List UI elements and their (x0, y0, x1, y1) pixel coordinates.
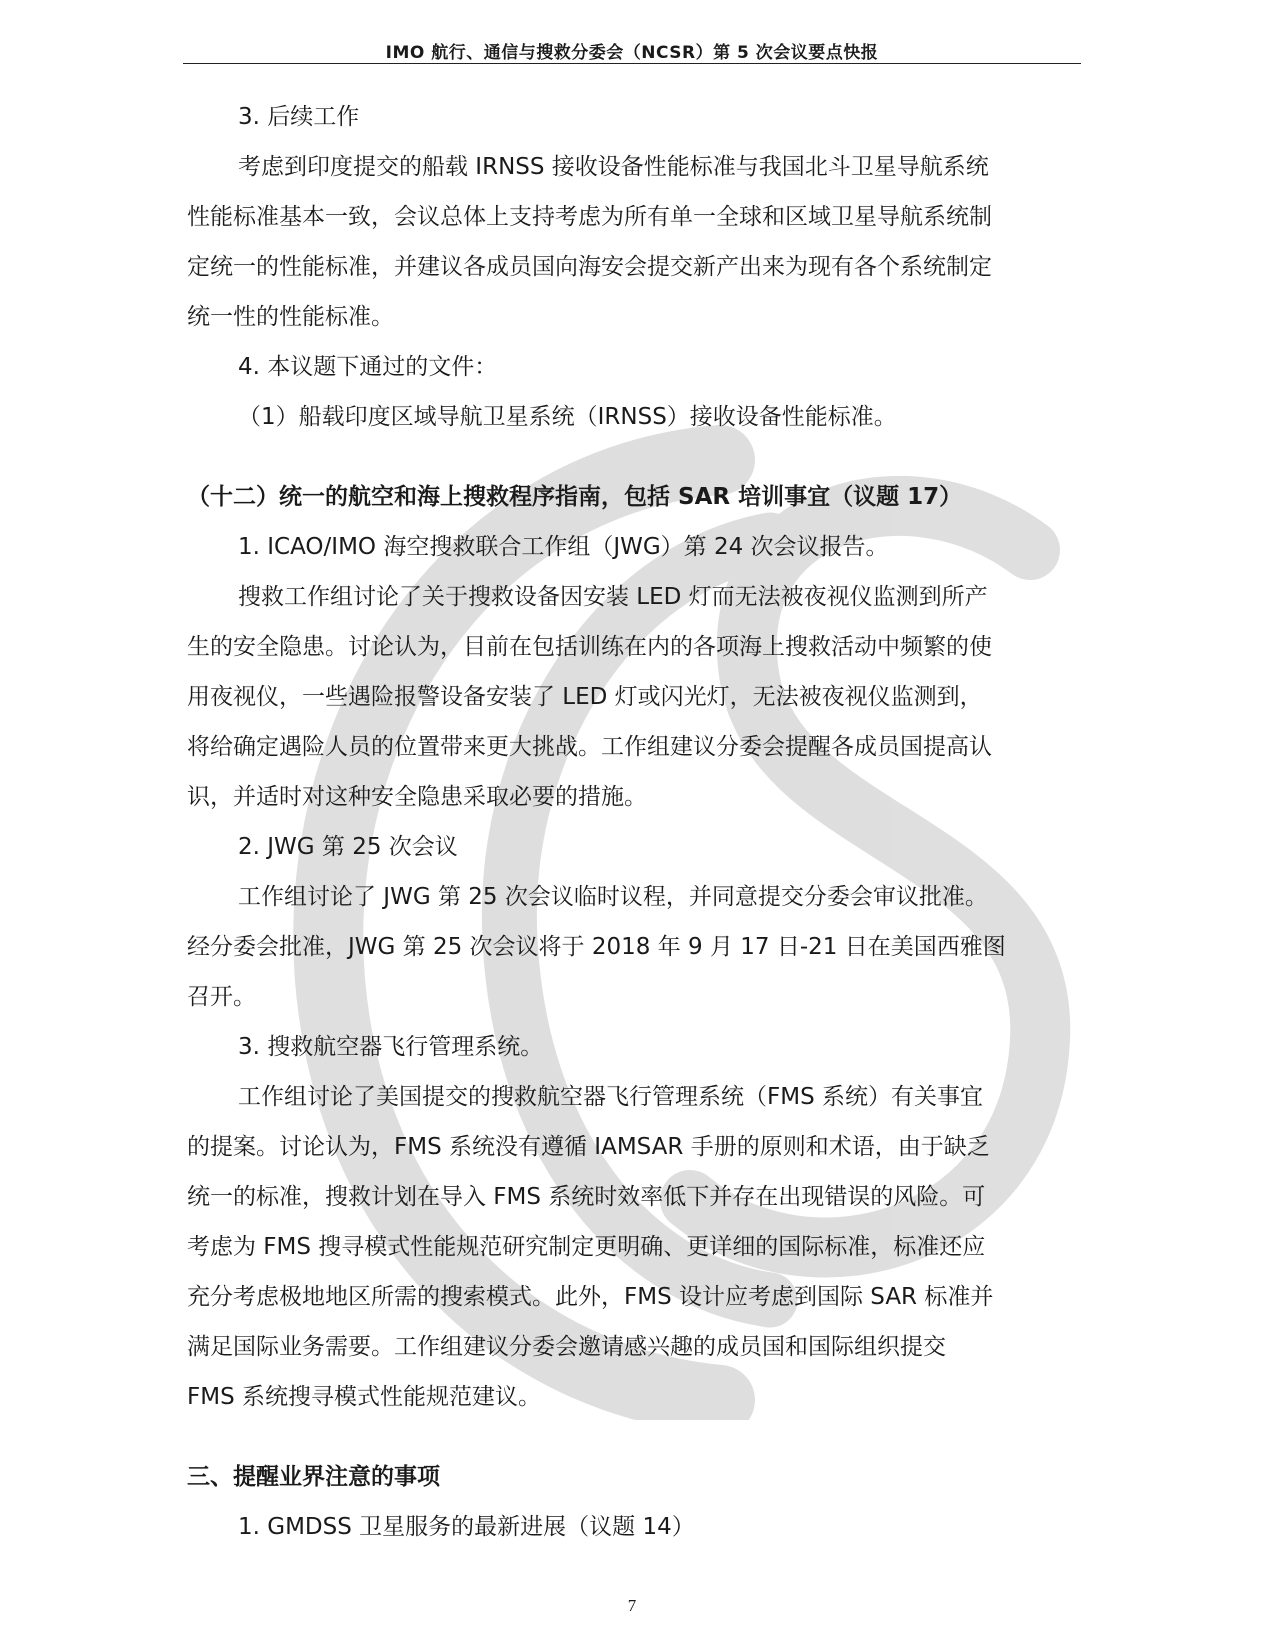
running-header: IMO 航行、通信与搜救分委会（NCSR）第 5 次会议要点快报 (385, 43, 879, 63)
text-line: 考虑为 FMS 搜寻模式性能规范研究制定更明确、更详细的国际标准，标准还应 (187, 1234, 986, 1260)
text-line: 统一性的性能标准。 (187, 304, 394, 330)
text-line: 1. ICAO/IMO 海空搜救联合工作组（JWG）第 24 次会议报告。 (238, 534, 889, 560)
page-number: 7 (627, 1596, 637, 1615)
text-line: 搜救工作组讨论了关于搜救设备因安装 LED 灯而无法被夜视仪监测到所产 (238, 584, 988, 610)
text-line: 定统一的性能标准，并建议各成员国向海安会提交新产出来为现有各个系统制定 (187, 254, 992, 280)
text-line: 工作组讨论了美国提交的搜救航空器飞行管理系统（FMS 系统）有关事宜 (238, 1084, 983, 1110)
text-line: 将给确定遇险人员的位置带来更大挑战。工作组建议分委会提醒各成员国提高认 (187, 734, 992, 760)
paragraph-spacer (187, 1422, 1077, 1452)
text-line: 充分考虑极地地区所需的搜索模式。此外，FMS 设计应考虑到国际 SAR 标准并 (187, 1284, 994, 1310)
text-line: 1. GMDSS 卫星服务的最新进展（议题 14） (238, 1514, 695, 1540)
text-line: 用夜视仪，一些遇险报警设备安装了 LED 灯或闪光灯，无法被夜视仪监测到， (187, 684, 983, 710)
text-line: 召开。 (187, 984, 256, 1010)
text-line: 3. 后续工作 (238, 104, 360, 130)
document-body (187, 92, 1077, 1552)
text-line: 的提案。讨论认为，FMS 系统没有遵循 IAMSAR 手册的原则和术语，由于缺乏 (187, 1134, 990, 1160)
text-line: 统一的标准，搜救计划在导入 FMS 系统时效率低下并存在出现错误的风险。可 (187, 1184, 986, 1210)
text-line: FMS 系统搜寻模式性能规范建议。 (187, 1384, 541, 1410)
text-line: 满足国际业务需要。工作组建议分委会邀请感兴趣的成员国和国际组织提交 (187, 1334, 946, 1360)
text-line: 4. 本议题下通过的文件： (238, 354, 498, 380)
header-divider (183, 63, 1081, 64)
text-line: （1）船载印度区域导航卫星系统（IRNSS）接收设备性能标准。 (238, 404, 897, 430)
text-line: 2. JWG 第 25 次会议 (238, 834, 458, 860)
section-heading: 三、提醒业界注意的事项 (187, 1464, 440, 1490)
text-line: 生的安全隐患。讨论认为，目前在包括训练在内的各项海上搜救活动中频繁的使 (187, 634, 992, 660)
text-line: 识，并适时对这种安全隐患采取必要的措施。 (187, 784, 647, 810)
text-line: 考虑到印度提交的船载 IRNSS 接收设备性能标准与我国北斗卫星导航系统 (238, 154, 989, 180)
paragraph-spacer (187, 442, 1077, 472)
text-line: 工作组讨论了 JWG 第 25 次会议临时议程，并同意提交分委会审议批准。 (238, 884, 988, 910)
section-heading: （十二）统一的航空和海上搜救程序指南，包括 SAR 培训事宜（议题 17） (187, 484, 963, 510)
text-line: 3. 搜救航空器飞行管理系统。 (238, 1034, 544, 1060)
text-line: 经分委会批准，JWG 第 25 次会议将于 2018 年 9 月 17 日-21 日在美国西雅图 (187, 934, 1006, 960)
text-line: 性能标准基本一致，会议总体上支持考虑为所有单一全球和区域卫星导航系统制 (187, 204, 992, 230)
